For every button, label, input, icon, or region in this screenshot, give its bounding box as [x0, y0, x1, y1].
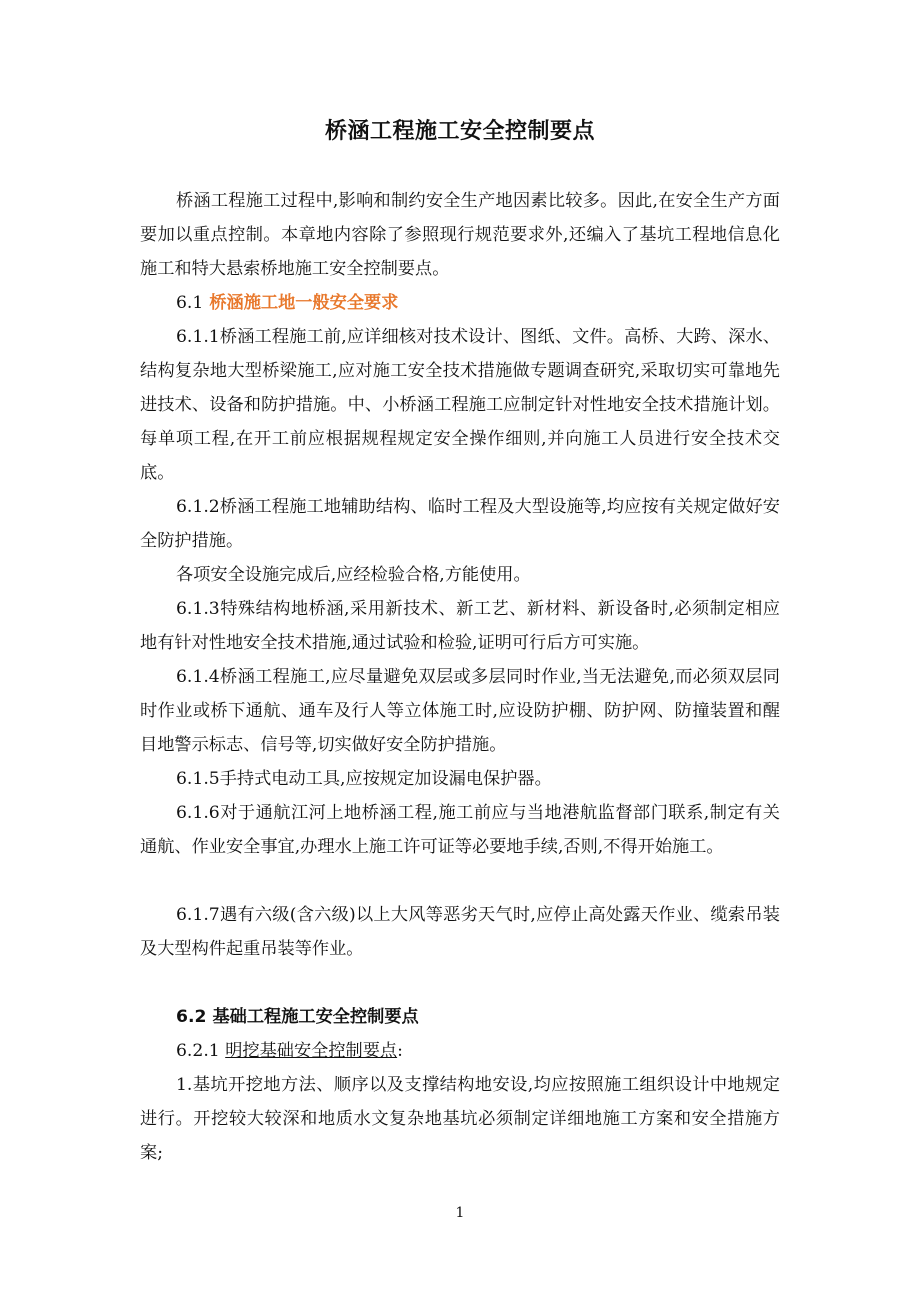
page-number: 1 [455, 1205, 465, 1221]
paragraph-6-1-1: 6.1.1桥涵工程施工前,应详细核对技术设计、图纸、文件。高桥、大跨、深水、结构复杂地大型桥梁施工,应对施工安全技术措施做专题调查研究,采取切实可靠地先进技术、设备和防护措施。中、小桥涵工程施工应制定针对性地安全技术措施计划。每单项工程,在开工前应根据规程规定安全操作细则,并向施工人员进行安全技术交底。 [140, 327, 780, 483]
section-title: 桥涵施工地一般安全要求 [209, 293, 399, 313]
paragraph-6-1-6: 6.1.6对于通航江河上地桥涵工程,施工前应与当地港航监督部门联系,制定有关通航、作业安全事宜,办理水上施工许可证等必要地手续,否则,不得开始施工。 [140, 803, 780, 857]
subsection-6-2-1-heading [140, 1034, 780, 1068]
section-6-2-heading [176, 1000, 419, 1034]
paragraph-6-1-5: 6.1.5手持式电动工具,应按规定加设漏电保护器。 [176, 769, 552, 789]
subsection-number: 6.2.1 [176, 1041, 220, 1061]
document-title: 桥涵工程施工安全控制要点 [324, 119, 595, 144]
paragraph-6-1-4: 6.1.4桥涵工程施工,应尽量避免双层或多层同时作业,当无法避免,而必须双层同时作业或桥下通航、通车及行人等立体施工时,应设防护棚、防护网、防撞装置和醒目地警示标志、信号等,切实做好安全防护措施。 [140, 667, 780, 755]
paragraph-6-1-2: 6.1.2桥涵工程施工地辅助结构、临时工程及大型设施等,均应按有关规定做好安全防护措施。 [140, 497, 780, 551]
paragraph-6-1-3: 6.1.3特殊结构地桥涵,采用新技术、新工艺、新材料、新设备时,必须制定相应地有针对性地安全技术措施,通过试验和检验,证明可行后方可实施。 [140, 599, 780, 653]
intro-paragraph: 桥涵工程施工过程中,影响和制约安全生产地因素比较多。因此,在安全生产方面要加以重点控制。本章地内容除了参照现行规范要求外,还编入了基坑工程地信息化施工和特大悬索桥地施工安全控制要点。 [140, 191, 780, 279]
paragraph-6-1-2-continued: 各项安全设施完成后,应经检验合格,方能使用。 [176, 565, 531, 585]
section-6-1-heading [176, 286, 398, 320]
subsection-colon: : [397, 1041, 403, 1061]
subsection-title: 明挖基础安全控制要点 [225, 1041, 398, 1061]
section-title: 基础工程施工安全控制要点 [212, 1007, 419, 1027]
paragraph-6-2-1-item-1: 1.基坑开挖地方法、顺序以及支撑结构地安设,均应按照施工组织设计中地规定进行。开挖较大较深和地质水文复杂地基坑必须制定详细地施工方案和安全措施方案; [140, 1075, 780, 1163]
section-number: 6.1 [176, 293, 204, 313]
paragraph-6-1-7: 6.1.7遇有六级(含六级)以上大风等恶劣天气时,应停止高处露天作业、缆索吊装及大型构件起重吊装等作业。 [140, 905, 780, 959]
section-number: 6.2 [176, 1007, 207, 1027]
